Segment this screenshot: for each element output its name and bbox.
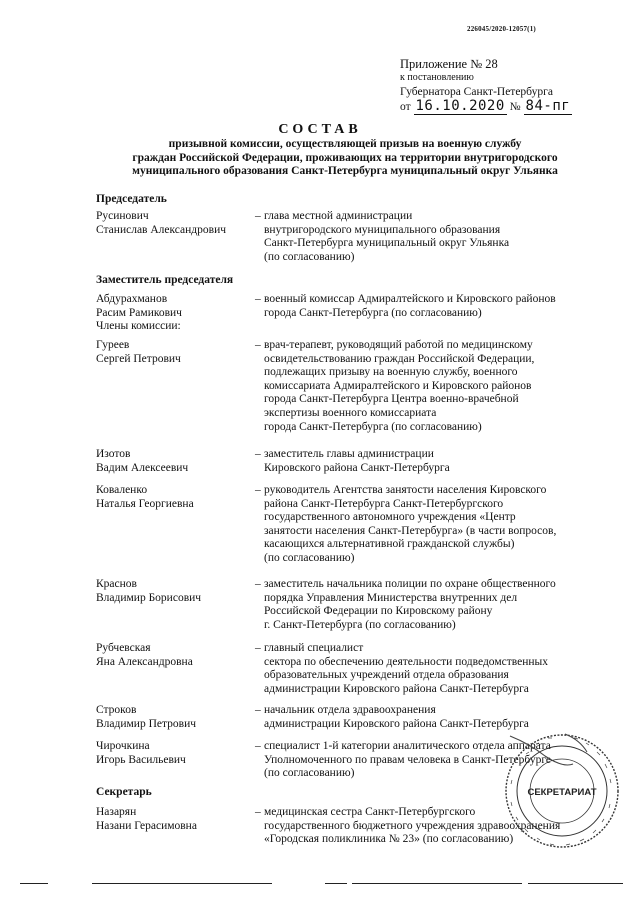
- role-line: (по согласованию): [264, 551, 355, 564]
- document-id: 226045/2020-12057(1): [467, 25, 536, 33]
- person-name: [96, 806, 256, 833]
- role-line: (по согласованию): [264, 250, 355, 263]
- role-line: г. Санкт-Петербурга (по согласованию): [264, 618, 456, 631]
- dash: –: [255, 578, 261, 590]
- surname: Рубчевская: [96, 642, 151, 654]
- person-role: [264, 210, 619, 264]
- role-line: заместитель начальника полиции по охране общественного: [264, 578, 556, 590]
- annex-number: Приложение № 28: [400, 57, 498, 71]
- subtitle-line: муниципального образования Санкт-Петербурга муниципальный округ Ульянка: [132, 165, 558, 178]
- role-line: Кировского района Санкт-Петербурга: [264, 461, 450, 474]
- scan-line: [325, 883, 347, 884]
- given-names: Вадим Алексеевич: [96, 461, 189, 474]
- person-name: [96, 578, 256, 605]
- role-line: города Санкт-Петербурга Центра военно-врачебной: [264, 393, 519, 406]
- surname: Назарян: [96, 806, 137, 818]
- role-line: военный комиссар Адмиралтейского и Кировского районов: [264, 293, 556, 305]
- person-name: [96, 210, 256, 237]
- surname: Русинович: [96, 210, 149, 222]
- role-line: начальник отдела здравоохранения: [264, 704, 436, 716]
- scan-line: [20, 883, 48, 884]
- dash: –: [255, 806, 261, 818]
- person-role: [264, 484, 619, 566]
- annex-date-line: [400, 99, 600, 114]
- scan-line: [92, 883, 272, 884]
- dash: –: [255, 448, 261, 460]
- given-names: Сергей Петрович: [96, 352, 181, 365]
- role-line: порядка Управления Министерства внутренних дел: [264, 591, 518, 604]
- person-role: [264, 642, 619, 696]
- person-name: [96, 293, 256, 334]
- date-prefix: от: [400, 101, 411, 113]
- dash: –: [255, 704, 261, 716]
- surname: Строков: [96, 704, 137, 716]
- given-names: Игорь Васильевич: [96, 753, 186, 766]
- role-line: администрации Кировского района Санкт-Петербурга: [264, 717, 529, 730]
- dash: –: [255, 642, 261, 654]
- annex-to-resolution: к постановлению: [400, 72, 474, 83]
- role-line: администрации Кировского района Санкт-Петербурга: [264, 682, 529, 695]
- role-line: экспертизы военного комиссариата: [264, 406, 437, 419]
- dash: –: [255, 484, 261, 496]
- person-name: [96, 448, 256, 475]
- person-name: [96, 339, 256, 366]
- role-line: врач-терапевт, руководящий работой по медицинскому: [264, 339, 533, 351]
- role-line: занятости населения Санкт-Петербурга» (в части вопросов,: [264, 524, 557, 537]
- dash: –: [255, 740, 261, 752]
- surname: Абдурахманов: [96, 293, 168, 305]
- role-line: освидетельствованию граждан Российской Федерации,: [264, 352, 535, 365]
- scan-line: [352, 883, 522, 884]
- person-name: [96, 704, 256, 731]
- document-title: СОСТАВ: [278, 122, 362, 137]
- role-line: города Санкт-Петербурга (по согласованию): [264, 306, 482, 319]
- given-names: Наталья Георгиевна: [96, 497, 194, 510]
- number-prefix: №: [509, 101, 521, 113]
- given-names: Станислав Александрович: [96, 223, 227, 236]
- given-names: Назани Герасимовна: [96, 819, 197, 832]
- section-deputy: Заместитель председателя: [96, 274, 234, 286]
- person-name: [96, 740, 256, 767]
- person-role: [264, 339, 619, 434]
- surname: Гуреев: [96, 339, 130, 351]
- section-members: Члены комиссии:: [96, 320, 181, 333]
- annex-block: [400, 57, 600, 114]
- dash: –: [255, 210, 261, 222]
- role-line: руководитель Агентства занятости населения Кировского: [264, 484, 547, 496]
- role-line: главный специалист: [264, 642, 364, 654]
- person-role: [264, 293, 619, 320]
- role-line: сектора по обеспечению деятельности подведомственных: [264, 655, 548, 668]
- section-chairman: Председатель: [96, 193, 167, 205]
- role-line: заместитель главы администрации: [264, 448, 434, 460]
- given-names: Владимир Петрович: [96, 717, 197, 730]
- role-line: комиссариата Адмиралтейского и Кировского районов: [264, 379, 532, 392]
- role-line: (по согласованию): [264, 767, 355, 780]
- subtitle-line: граждан Российской Федерации, проживающих на территории внутригородского: [132, 151, 558, 164]
- role-line: Уполномоченного по правам человека в Санкт-Петербурге: [264, 753, 551, 766]
- role-line: «Городская поликлиника № 23» (по согласованию): [264, 833, 514, 846]
- official-stamp: [470, 724, 630, 854]
- role-line: глава местной администрации: [264, 210, 413, 222]
- stamp-center-text: СЕКРЕТАРИАТ: [527, 787, 597, 798]
- role-line: Санкт-Петербурга муниципальный округ Ульянка: [264, 237, 510, 250]
- dash: –: [255, 339, 261, 351]
- role-line: медицинская сестра Санкт-Петербургского: [264, 806, 476, 818]
- dash: –: [255, 293, 261, 305]
- surname: Чирочкина: [96, 740, 150, 752]
- section-secretary: Секретарь: [96, 786, 152, 798]
- surname: Изотов: [96, 448, 131, 460]
- given-names: Владимир Борисович: [96, 591, 202, 604]
- role-line: государственного автономного учреждения «Центр: [264, 511, 516, 524]
- role-line: района Санкт-Петербурга Санкт-Петербургского: [264, 497, 504, 510]
- role-line: касающихся альтернативной гражданской службы): [264, 538, 515, 551]
- document-subtitle: [100, 138, 590, 179]
- given-names: Яна Александровна: [96, 655, 193, 668]
- person-name: [96, 642, 256, 669]
- given-names: Расим Рамикович: [96, 306, 182, 319]
- subtitle-line: призывной комиссии, осуществляющей призыв на военную службу: [168, 138, 522, 150]
- annex-governor: Губернатора Санкт-Петербурга: [400, 86, 553, 98]
- scan-line: [528, 883, 623, 884]
- resolution-number: 84-пг: [525, 98, 571, 114]
- surname: Коваленко: [96, 484, 148, 496]
- role-line: подлежащих призыву на военную службу, военного: [264, 366, 518, 379]
- role-line: Российской Федерации по Кировскому району: [264, 605, 493, 618]
- surname: Краснов: [96, 578, 137, 590]
- role-line: государственного бюджетного учреждения здравоохранения: [264, 819, 561, 832]
- role-line: города Санкт-Петербурга (по согласованию): [264, 420, 482, 433]
- person-name: [96, 484, 256, 511]
- person-role: [264, 448, 619, 475]
- role-line: образовательных учреждений отдела образования: [264, 669, 509, 682]
- resolution-date: 16.10.2020: [415, 98, 505, 114]
- person-role: [264, 578, 619, 632]
- role-line: внутригородского муниципального образования: [264, 223, 501, 236]
- role-line: специалист 1-й категории аналитического отдела аппарата: [264, 740, 551, 752]
